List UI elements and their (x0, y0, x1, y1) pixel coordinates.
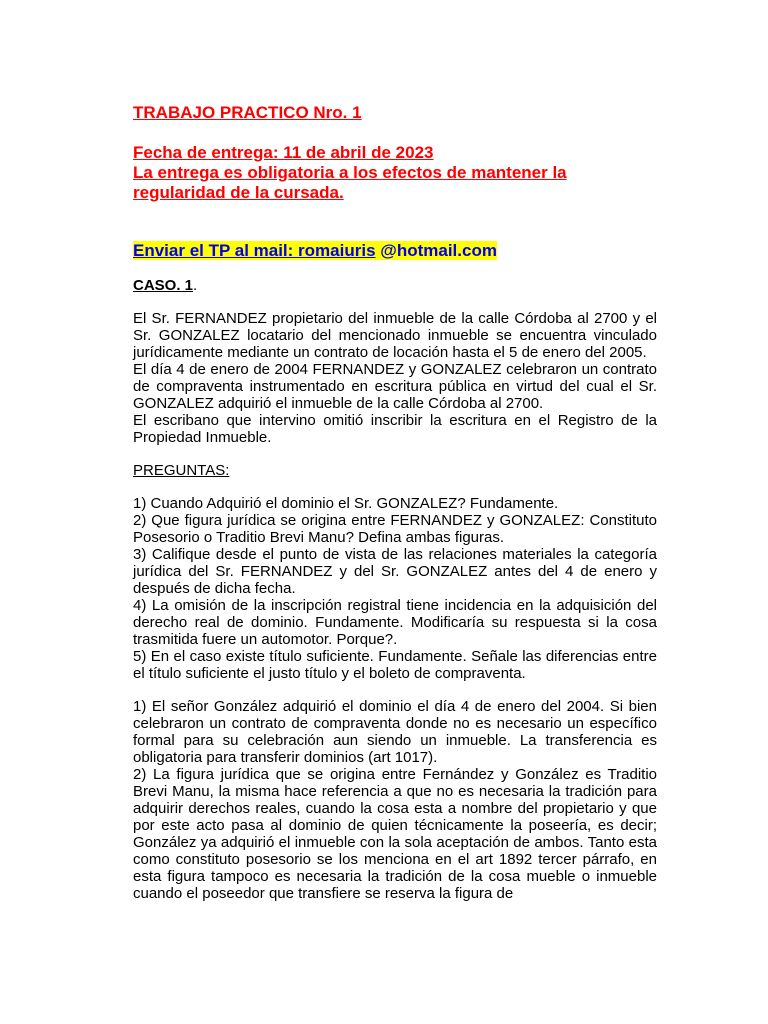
question-item: 1) Cuando Adquirió el dominio el Sr. GONZALEZ? Fundamente. (133, 495, 559, 512)
due-date: Fecha de entrega: 11 de abril de 2023 (133, 143, 434, 162)
case-paragraph: El día 4 de enero de 2004 FERNANDEZ y GONZALEZ celebraron un contrato de compraventa instrumentado en escritura pública en virtud del cual el Sr. GONZALEZ adquirió el inmueble de la calle Córdoba al 2700. (133, 361, 657, 412)
answer-item: 2) La figura jurídica que se origina entre Fernández y González es Traditio Brevi Manu, la misma hace referencia a que no es necesaria la tradición para adquirir derechos reales, cuando la cosa esta a nombre del propietario y que por este acto pasa al dominio de quien técnicamente la poseería, es decir; González ya adquirió el inmueble con la sola aceptación de ambos. Tanto esta como constituto posesorio se los menciona en el art 1892 tercer párrafo, en esta figura tampoco es necesaria la tradición de la cosa mueble o inmueble cuando el poseedor que transfiere se reserva la figura de (133, 766, 657, 902)
question-item: 3) Califique desde el punto de vista de las relaciones materiales la categoría jurídica del Sr. FERNANDEZ y del Sr. GONZALEZ antes del 4 de enero y después de dicha fecha. (133, 546, 657, 597)
case-suffix: . (193, 277, 198, 294)
mandatory-note: La entrega es obligatoria a los efectos de mantener la regularidad de la cursada. (133, 163, 567, 202)
question-item: 5) En el caso existe título suficiente. Fundamente. Señale las diferencias entre el título suficiente el justo título y el boleto de compraventa. (133, 648, 657, 682)
questions-list (133, 495, 657, 682)
answer-item: 1) El señor González adquirió el dominio el día 4 de enero del 2004. Si bien celebraron un contrato de compraventa donde no es necesario un específico formal para su celebración aun siendo un inmueble. La transferencia es obligatoria para transferir dominios (art 1017). (133, 698, 657, 766)
mail-instruction (133, 241, 657, 261)
mail-domain: @hotmail.com (375, 241, 497, 260)
case-paragraph: El escribano que intervino omitió inscribir la escritura en el Registro de la Propiedad Inmueble. (133, 412, 657, 446)
question-item: 4) La omisión de la inscripción registral tiene incidencia en la adquisición del derecho real de dominio. Fundamente. Modificaría su respuesta si la cosa trasmitida fuere un automotor. Porque?. (133, 597, 657, 648)
case-paragraph: El Sr. FERNANDEZ propietario del inmueble de la calle Córdoba al 2700 y el Sr. GONZALEZ locatario del mencionado inmueble se encuentra vinculado jurídicamente mediante un contrato de locación hasta el 5 de enero del 2005. (133, 310, 657, 361)
document-title: TRABAJO PRACTICO Nro. 1 (133, 103, 362, 122)
document-page (133, 103, 657, 902)
mail-prefix: Enviar el TP al mail: (133, 241, 299, 260)
mail-user-link[interactable]: romaiuris (298, 241, 376, 260)
questions-heading: PREGUNTAS: (133, 462, 230, 479)
question-item: 2) Que figura jurídica se origina entre FERNANDEZ y GONZALEZ: Constituto Posesorio o Traditio Brevi Manu? Defina ambas figuras. (133, 512, 657, 546)
case-description (133, 310, 657, 446)
answers-list (133, 698, 657, 902)
case-label: CASO. 1 (133, 277, 194, 294)
case-heading (133, 277, 657, 294)
